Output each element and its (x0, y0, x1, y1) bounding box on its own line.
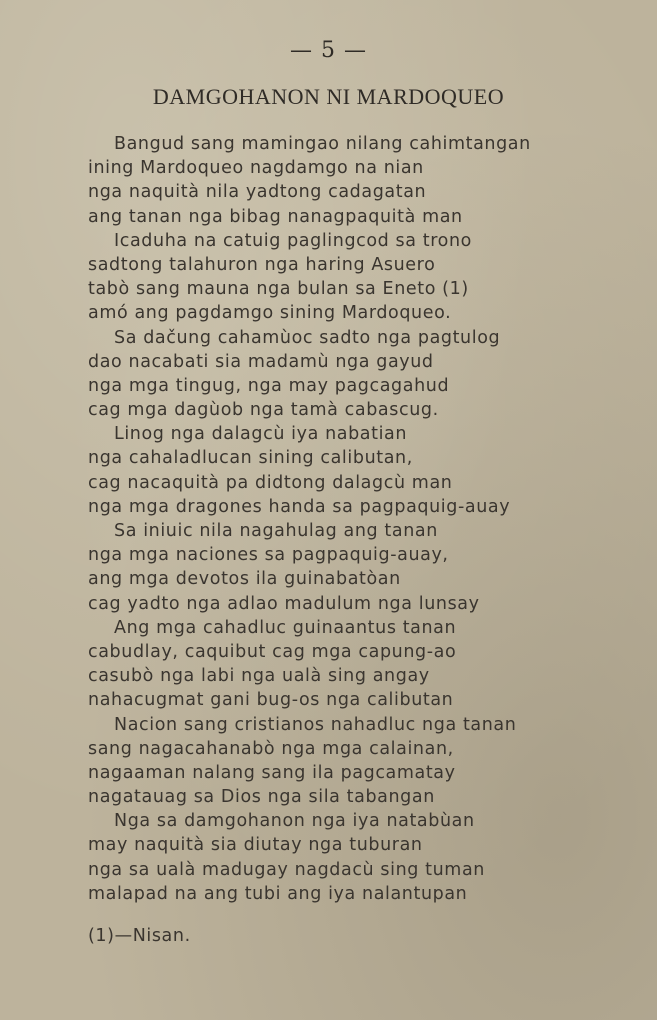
poem-line: cag yadto nga adlao madulum nga lunsay (88, 593, 480, 614)
poem-line: tabò sang mauna nga bulan sa Eneto (1) (88, 279, 469, 300)
poem-line: nga mga tingug, nga may pagcagahud (88, 375, 450, 396)
poem-line: nga sa ualà madugay nagdacù sing tuman (88, 859, 485, 880)
poem-line: malapad na ang tubi ang iya nalantupan (88, 883, 468, 904)
poem-line: nga mga naciones sa pagpaquig-auay, (88, 545, 449, 566)
poem-line: Nga sa damgohanon nga iya natabùan (114, 811, 475, 832)
page-number: — 5 — (290, 38, 367, 63)
poem-line: nahacugmat gani bug-os nga calibutan (88, 690, 454, 711)
footnote: (1)—Nisan. (88, 926, 191, 946)
poem-line: dao nacabati sia madamù nga gayud (88, 351, 434, 372)
poem-line: nagaaman nalang sang ila pagcamatay (88, 762, 456, 783)
poem-line: ining Mardoqueo nagdamgo na nian (88, 158, 424, 179)
poem-line: sang nagacahanabò nga mga calainan, (88, 738, 454, 759)
poem-line: cag nacaquità pa didtong dalagcù man (88, 472, 453, 493)
poem-line: nga cahaladlucan sining calibutan, (88, 448, 413, 469)
poem-line: amó ang pagdamgo sining Mardoqueo. (88, 303, 452, 324)
poem-line: Bangud sang mamingao nilang cahimtangan (114, 134, 531, 154)
poem-line: may naquità sia diutay nga tuburan (88, 835, 423, 856)
poem-line: cag mga dagùob nga tamà cabascug. (88, 400, 439, 421)
poem-line: Ang mga cahadluc guinaantus tanan (114, 617, 457, 638)
poem-body (88, 132, 588, 906)
poem-line: nagatauag sa Dios nga sila tabangan (88, 787, 435, 808)
poem-line: sadtong talahuron nga haring Asuero (88, 254, 436, 275)
page-title: DAMGOHANON NI MARDOQUEO (152, 84, 505, 109)
poem-line: cabudlay, caquibut cag mga capung-ao (88, 641, 457, 662)
poem-line: Nacion sang cristianos nahadluc nga tanan (114, 714, 517, 735)
poem-line: nga mga dragones handa sa pagpaquig-auay (88, 496, 511, 517)
poem-line: casubò nga labi nga ualà sing angay (88, 666, 430, 687)
poem-line: Linog nga dalagcù iya nabatian (114, 424, 408, 445)
poem-line: Sa dačung cahamùoc sadto nga pagtulog (114, 327, 501, 348)
poem-line: Icaduha na catuig paglingcod sa trono (114, 230, 472, 251)
poem-line: ang mga devotos ila guinabatòan (88, 569, 401, 590)
poem-line: nga naquità nila yadtong cadagatan (88, 182, 427, 203)
poem-line: ang tanan nga bibag nanagpaquità man (88, 206, 463, 227)
poem-line: Sa iniuic nila nagahulag ang tanan (114, 521, 438, 541)
